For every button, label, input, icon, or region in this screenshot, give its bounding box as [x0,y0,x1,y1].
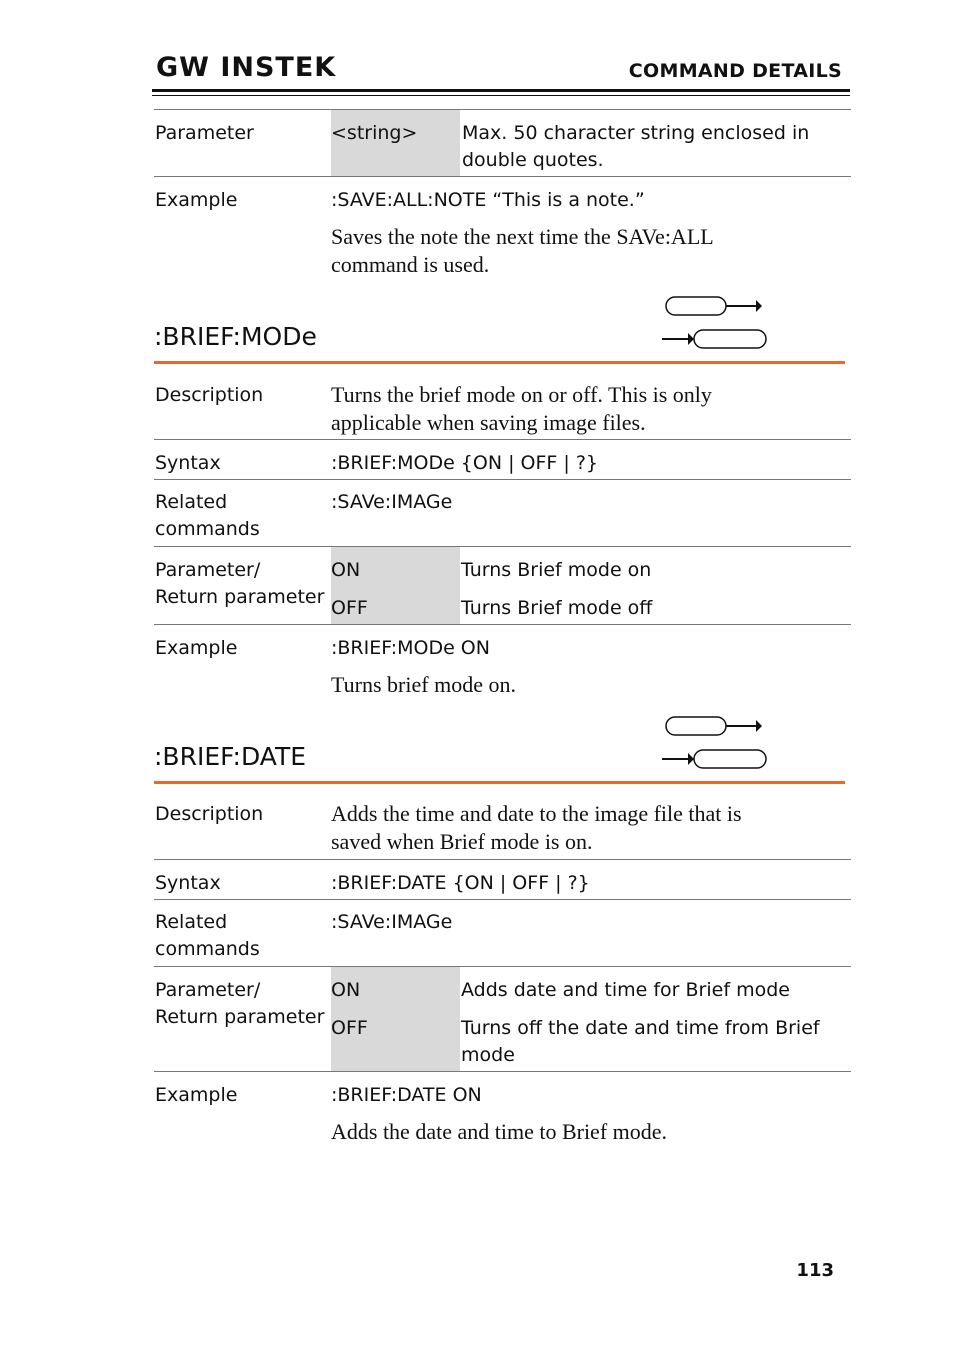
syntax-label: Syntax [155,452,221,474]
param-label-1: Parameter/ [155,559,261,581]
related-label-2: commands [155,518,260,540]
param-label-2: Return parameter [155,1006,325,1028]
example-label: Example [155,637,238,659]
section-header: COMMAND DETAILS [628,60,842,82]
related-label-2: commands [155,938,260,960]
related-label-1: Related [155,911,228,933]
divider [154,479,851,480]
param-value-off: OFF [331,1017,368,1039]
divider [154,899,851,900]
param-value-on: ON [331,559,361,581]
param-value-on: ON [331,979,361,1001]
divider [154,546,851,547]
param-desc-off-1: Turns off the date and time from Brief [461,1017,820,1039]
header-rule-thin [152,95,850,96]
example-command: :SAVE:ALL:NOTE “This is a note.” [331,189,645,211]
description-line-1: Turns the brief mode on or off. This is only [331,382,712,407]
section-rule [154,361,845,364]
param-desc-on: Turns Brief mode on [461,559,652,581]
divider [154,109,851,110]
description-line-1: Adds the time and date to the image file that is [331,801,742,826]
divider [154,966,851,967]
description-label: Description [155,384,264,406]
param-desc-off-2: mode [461,1044,515,1066]
set-query-icon [660,715,770,773]
parameter-desc-2: double quotes. [462,149,604,171]
example-command: :BRIEF:MODe ON [331,637,490,659]
header-rule [152,89,850,92]
divider [154,1071,851,1072]
param-value-off: OFF [331,597,368,619]
divider [154,859,851,860]
parameter-value: <string> [331,122,418,144]
example-desc-1: Saves the note the next time the SAVe:ALL [331,224,714,249]
related-label-1: Related [155,491,228,513]
example-label: Example [155,189,238,211]
description-line-2: saved when Brief mode is on. [331,829,593,854]
description-line-2: applicable when saving image files. [331,410,646,435]
divider [154,439,851,440]
param-desc-on: Adds date and time for Brief mode [461,979,790,1001]
command-title: :BRIEF:MODe [154,322,317,351]
section-rule [154,781,845,784]
syntax-value: :BRIEF:MODe {ON | OFF | ?} [331,452,599,474]
divider [154,624,851,625]
syntax-value: :BRIEF:DATE {ON | OFF | ?} [331,872,590,894]
set-query-icon [660,295,770,353]
divider [154,176,851,177]
page-number: 113 [796,1260,834,1281]
syntax-label: Syntax [155,872,221,894]
related-command: :SAVe:IMAGe [331,491,453,513]
parameter-label: Parameter [155,122,254,144]
description-label: Description [155,803,264,825]
param-label-1: Parameter/ [155,979,261,1001]
example-command: :BRIEF:DATE ON [331,1084,482,1106]
example-desc: Turns brief mode on. [331,672,516,697]
param-desc-off: Turns Brief mode off [461,597,653,619]
parameter-desc-1: Max. 50 character string enclosed in [462,122,810,144]
related-command: :SAVe:IMAGe [331,911,453,933]
command-title: :BRIEF:DATE [154,742,307,771]
example-desc: Adds the date and time to Brief mode. [331,1119,668,1144]
example-label: Example [155,1084,238,1106]
param-label-2: Return parameter [155,586,325,608]
example-desc-2: command is used. [331,252,490,277]
brand-logo: GW INSTEK [156,52,337,83]
